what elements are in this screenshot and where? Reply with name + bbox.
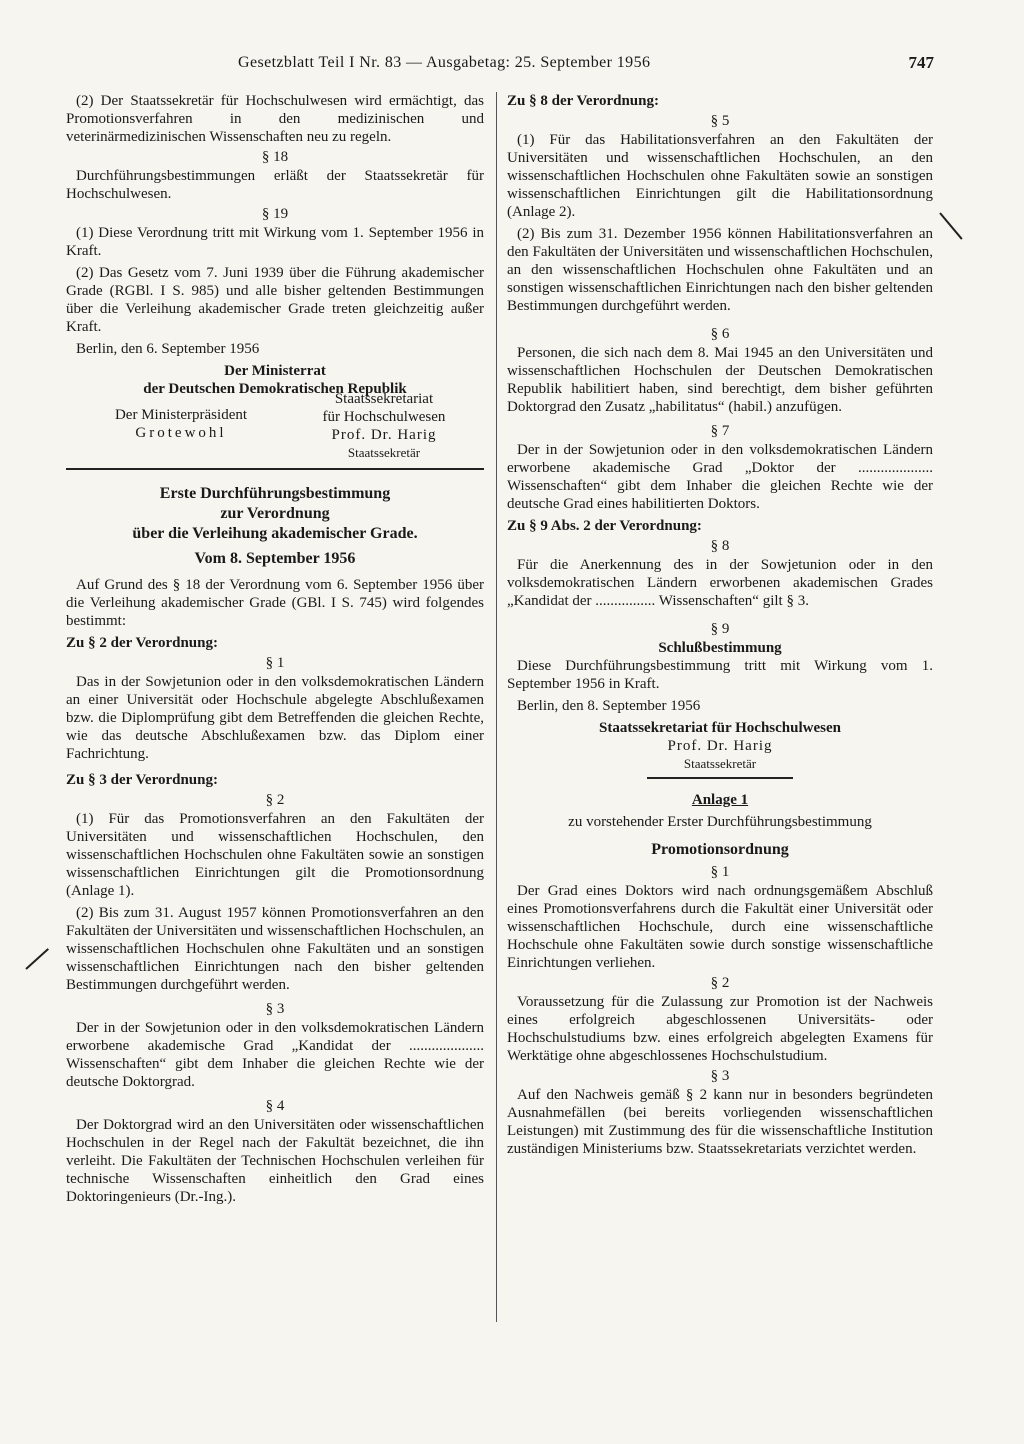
place-date: Berlin, den 8. September 1956 [517, 698, 701, 714]
annex-label: Anlage 1 [691, 792, 749, 808]
annex-subtitle: zu vorstehender Erster Durchführungsbestimmung [568, 814, 872, 830]
council-name: der Deutschen Demokratischen Republik [143, 381, 407, 397]
margin-pencil-mark [25, 948, 49, 970]
paragraph: Personen, die sich nach dem 8. Mai 1945 an den Universitäten und wissenschaftlichen Hochschulen der Deutschen Demokratischen Republik habilitiert haben, sind berechtigt, dem bisher geführten Doktorgrad den Zusatz „habilitatus“ (habil.) anzufügen. [507, 345, 933, 415]
paragraph: Für die Anerkennung des in der Sowjetunion oder in den volksdemokratischen Ländern erworbenen akademischen Grades „Kandidat der ................ Wissenschaften“ gilt § 3. [507, 557, 933, 609]
right-column [507, 92, 933, 1158]
section-number: § 9 [710, 621, 730, 637]
issuing-office: Staatssekretariat für Hochschulwesen [599, 720, 841, 736]
paragraph: Der in der Sowjetunion oder in den volksdemokratischen Ländern erworbene akademische Grad „Kandidat der .................... Wissenschaften“ gibt dem Inhaber die gleichen Rechte wie der deutsche Doktorgrad. [66, 1020, 484, 1090]
subheading: Schlußbestimmung [658, 640, 782, 656]
section-number: § 2 [710, 975, 730, 991]
document-heading: zur Verordnung [220, 505, 330, 522]
margin-pencil-mark [939, 212, 962, 239]
page-header [60, 52, 940, 76]
signatory-name: Prof. Dr. Harig [331, 427, 437, 443]
paragraph: (2) Das Gesetz vom 7. Juni 1939 über die Führung akademischer Grade (RGBl. I S. 985) und alle bisher geltenden Bestimmungen über die Verleihung akademischer Grade treten gleichzeitig außer Kraft. [66, 265, 484, 335]
signatory-office: Staatssekretariat [334, 391, 434, 407]
document-heading: Erste Durchführungsbestimmung [159, 485, 391, 502]
separator-rule [647, 777, 793, 779]
gazette-title: Gesetzblatt Teil I Nr. 83 — Ausgabetag: 25. September 1956 [238, 54, 651, 71]
left-column [66, 92, 484, 1206]
section-number: § 3 [265, 1001, 285, 1017]
paragraph: Voraussetzung für die Zulassung zur Promotion ist der Nachweis eines erfolgreich abgeschlossenen Universitäts- oder Hochschulstudiums bzw. eines erfolgreich abgelegten Examens für Werktätige ohne abgeschlossenes Hochschulstudium. [507, 994, 933, 1064]
annex-title: Promotionsordnung [651, 841, 789, 858]
paragraph: Der Grad eines Doktors wird nach ordnungsgemäßem Abschluß eines Promotionsverfahrens durch die Fakultät einer Universität oder wissenschaftlichen Hochschule, durch eine wissenschaftliche Hochschule ohne Fakultäten sowie durch sonstige wissenschaftliche Einrichtungen verliehen. [507, 883, 933, 971]
page-number: 747 [908, 53, 934, 72]
section-number: § 5 [710, 113, 730, 129]
document-date: Vom 8. September 1956 [194, 550, 356, 567]
signatory-title: Staatssekretär [683, 756, 757, 771]
paragraph: Auf Grund des § 18 der Verordnung vom 6. September 1956 über die Verleihung akademischer Grade (GBl. I S. 745) wird folgendes bestimmt: [66, 577, 484, 629]
paragraph: Der Doktorgrad wird an den Universitäten oder wissenschaftlichen Hochschulen in der Regel nach der Fakultät bezeichnet, die ihn verleiht. Die Fakultäten der Technischen Hochschulen verleihen für technische Wissenschaften einheitlich den Grad eines Doktoringenieurs (Dr.-Ing.). [66, 1117, 484, 1205]
subheading: Zu § 9 Abs. 2 der Verordnung: [507, 518, 702, 534]
signatory-name: Prof. Dr. Harig [667, 738, 773, 754]
section-number: § 3 [710, 1068, 730, 1084]
paragraph: (2) Der Staatssekretär für Hochschulwesen wird ermächtigt, das Promotionsverfahren in den medizinischen und veterinärmedizinischen Wissenschaften neu zu regeln. [66, 93, 484, 145]
signatory-title: Staatssekretär [347, 445, 421, 460]
section-number: § 8 [710, 538, 730, 554]
paragraph: Auf den Nachweis gemäß § 2 kann nur in besonders begründeten Ausnahmefällen (bei bereits vorliegenden wissenschaftlichen Leistungen) mit Zustimmung des für die wissenschaftliche Institution zuständigen Ministeriums bzw. Staatssekretariats verzichtet werden. [507, 1087, 933, 1157]
paragraph: Durchführungsbestimmungen erläßt der Staatssekretär für Hochschulwesen. [66, 168, 484, 202]
signature-block [66, 360, 484, 472]
section-number: § 19 [261, 206, 289, 222]
subheading: Zu § 2 der Verordnung: [66, 635, 218, 651]
subheading: Zu § 3 der Verordnung: [66, 772, 218, 788]
signatory-title: Der Ministerpräsident [114, 407, 248, 423]
section-number: § 6 [710, 326, 730, 342]
paragraph: (1) Für das Promotionsverfahren an den Fakultäten der Universitäten und wissenschaftlichen Hochschulen, den wissenschaftlichen Hochschulen ohne Fakultäten sowie an sonstigen wissenschaftlichen Einrichtungen gilt die Promotionsordnung (Anlage 1). [66, 811, 484, 899]
place-date: Berlin, den 6. September 1956 [76, 341, 260, 357]
section-number: § 1 [265, 655, 285, 671]
signatory-name: Grotewohl [135, 425, 227, 441]
paragraph: Der in der Sowjetunion oder in den volksdemokratischen Ländern erworbene akademische Grad „Doktor der .................... Wissenschaften“ gibt dem Inhaber die gleichen Rechte wie der deutsche Grad eines habilitierten Doktors. [507, 442, 933, 512]
signature-left [66, 406, 296, 442]
paragraph: Das in der Sowjetunion oder in den volksdemokratischen Ländern an einer Universität oder Hochschule abgelegte Abschlußexamen bzw. die Diplomprüfung gibt dem Betreffenden die gleichen Rechte, wie das deutsche Abschlußexamen bzw. das Diplom einer Fachrichtung. [66, 674, 484, 762]
signatory-office: für Hochschulwesen [322, 409, 446, 425]
section-number: § 1 [710, 864, 730, 880]
section-number: § 7 [710, 423, 730, 439]
council-name: Der Ministerrat [224, 363, 326, 379]
document-heading: über die Verleihung akademischer Grade. [132, 525, 418, 542]
section-number: § 4 [265, 1098, 285, 1114]
subheading: Zu § 8 der Verordnung: [507, 93, 659, 109]
paragraph: (1) Diese Verordnung tritt mit Wirkung vom 1. September 1956 in Kraft. [66, 225, 484, 259]
paragraph: (2) Bis zum 31. August 1957 können Promotionsverfahren an den Fakultäten der Universitäten und wissenschaftlichen Hochschulen, an wissenschaftlichen Hochschulen ohne Fakultäten und an sonstigen wissenschaftlichen Einrichtungen nach den bisher geltenden Bestimmungen durchgeführt werden. [66, 905, 484, 993]
section-number: § 2 [265, 792, 285, 808]
paragraph: (2) Bis zum 31. Dezember 1956 können Habilitationsverfahren an den Fakultäten der Universitäten und wissenschaftlichen Hochschulen, an den wissenschaftlichen Hochschulen ohne Fakultäten und an sonstigen wissenschaftlichen Einrichtungen nach den bisher geltenden Bestimmungen durchgeführt werden. [507, 226, 933, 314]
paragraph: (1) Für das Habilitationsverfahren an den Fakultäten der Universitäten und wissenschaftlichen Hochschulen, an den wissenschaftlichen Hochschulen ohne Fakultäten sowie an sonstigen wissenschaftlichen Einrichtungen gilt die Habilitationsordnung (Anlage 2). [507, 132, 933, 220]
paragraph: Diese Durchführungsbestimmung tritt mit Wirkung vom 1. September 1956 in Kraft. [507, 658, 933, 692]
signature-right [284, 390, 484, 462]
column-divider [496, 92, 497, 1322]
section-number: § 18 [261, 149, 289, 165]
